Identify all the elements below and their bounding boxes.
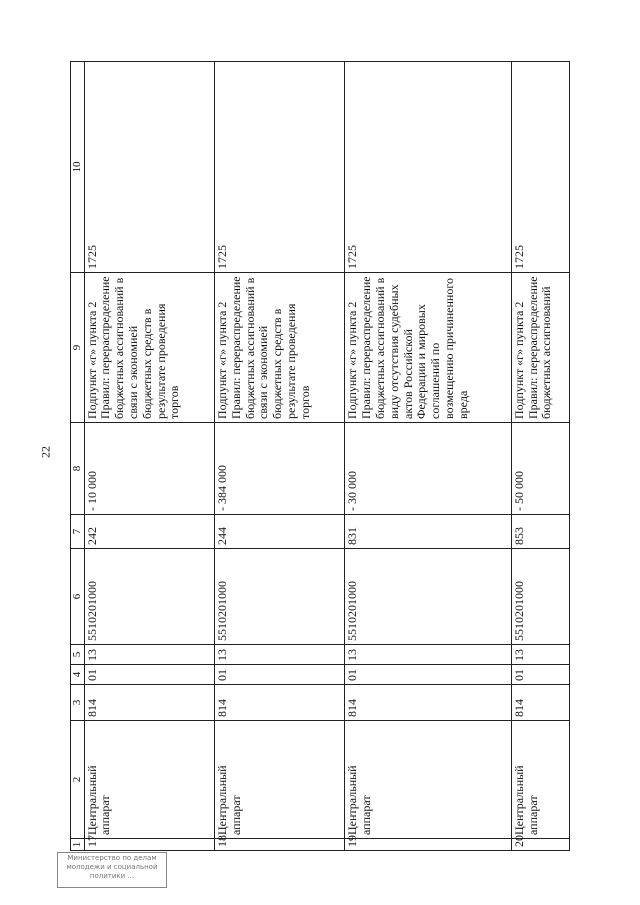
- recipient-name: Центральный аппарат: [345, 721, 511, 839]
- expense-type: 244: [215, 515, 345, 549]
- subsection-code: 13: [511, 645, 569, 665]
- target-article: 5510201000: [215, 549, 345, 645]
- expense-type: 242: [84, 515, 214, 549]
- section-code: 01: [84, 665, 214, 685]
- section-code: 01: [511, 665, 569, 685]
- section-code: 01: [215, 665, 345, 685]
- target-article: 5510201000: [345, 549, 511, 645]
- recipient-name: Центральный аппарат: [511, 721, 569, 839]
- amount: - 10 000: [84, 423, 214, 515]
- basis-text: Подпункт «г» пункта 2 Правил: перераспределение бюджетных ассигнований в связи с экономией бюджетных средств в результате проведения торгов: [84, 273, 214, 423]
- amount: - 384 000: [215, 423, 345, 515]
- column-header: 5: [71, 645, 85, 665]
- basis-text: Подпункт «г» пункта 2 Правил: перераспределение бюджетных ассигнований в виду отсутствия судебных актов Российской Федерации и мировых соглашений по возмещению причиненного вреда: [345, 273, 511, 423]
- amount: - 30 000: [345, 423, 511, 515]
- amount: - 50 000: [511, 423, 569, 515]
- target-article: 5510201000: [511, 549, 569, 645]
- table-row: [511, 62, 569, 851]
- row-number: 19: [345, 839, 511, 851]
- column-header: 7: [71, 515, 85, 549]
- reference-code: 1725: [511, 62, 569, 273]
- budget-table-container: [70, 61, 570, 851]
- basis-text: Подпункт «г» пункта 2 Правил: перераспределение бюджетных ассигнований: [511, 273, 569, 423]
- ministry-code: 814: [345, 685, 511, 721]
- budget-table: [70, 61, 570, 851]
- subsection-code: 13: [215, 645, 345, 665]
- subsection-code: 13: [345, 645, 511, 665]
- row-number: 17: [84, 839, 214, 851]
- basis-text: Подпункт «г» пункта 2 Правил: перераспределение бюджетных ассигнований в связи с экономией бюджетных средств в результате проведения торгов: [215, 273, 345, 423]
- column-header: 10: [71, 62, 85, 273]
- column-header: 6: [71, 549, 85, 645]
- table-row: [84, 62, 214, 851]
- table-row: [345, 62, 511, 851]
- reference-code: 1725: [215, 62, 345, 273]
- column-header: 8: [71, 423, 85, 515]
- reference-code: 1725: [345, 62, 511, 273]
- column-header: 9: [71, 273, 85, 423]
- column-header: 2: [71, 721, 85, 839]
- stamp-line: молодежи и социальной: [66, 863, 158, 871]
- table-header-row: [71, 62, 85, 851]
- table-row: [215, 62, 345, 851]
- recipient-name: Центральный аппарат: [84, 721, 214, 839]
- row-number: 18: [215, 839, 345, 851]
- ministry-code: 814: [511, 685, 569, 721]
- row-number: 20: [511, 839, 569, 851]
- reference-code: 1725: [84, 62, 214, 273]
- expense-type: 853: [511, 515, 569, 549]
- column-header: 1: [71, 839, 85, 851]
- subsection-code: 13: [84, 645, 214, 665]
- ministry-code: 814: [84, 685, 214, 721]
- page-number: 22: [38, 446, 53, 458]
- ministry-stamp: [57, 852, 167, 888]
- ministry-code: 814: [215, 685, 345, 721]
- stamp-line: политики ...: [89, 872, 135, 880]
- target-article: 5510201000: [84, 549, 214, 645]
- column-header: 3: [71, 685, 85, 721]
- section-code: 01: [345, 665, 511, 685]
- stamp-line: Министерство по делам: [67, 854, 157, 862]
- column-header: 4: [71, 665, 85, 685]
- expense-type: 831: [345, 515, 511, 549]
- recipient-name: Центральный аппарат: [215, 721, 345, 839]
